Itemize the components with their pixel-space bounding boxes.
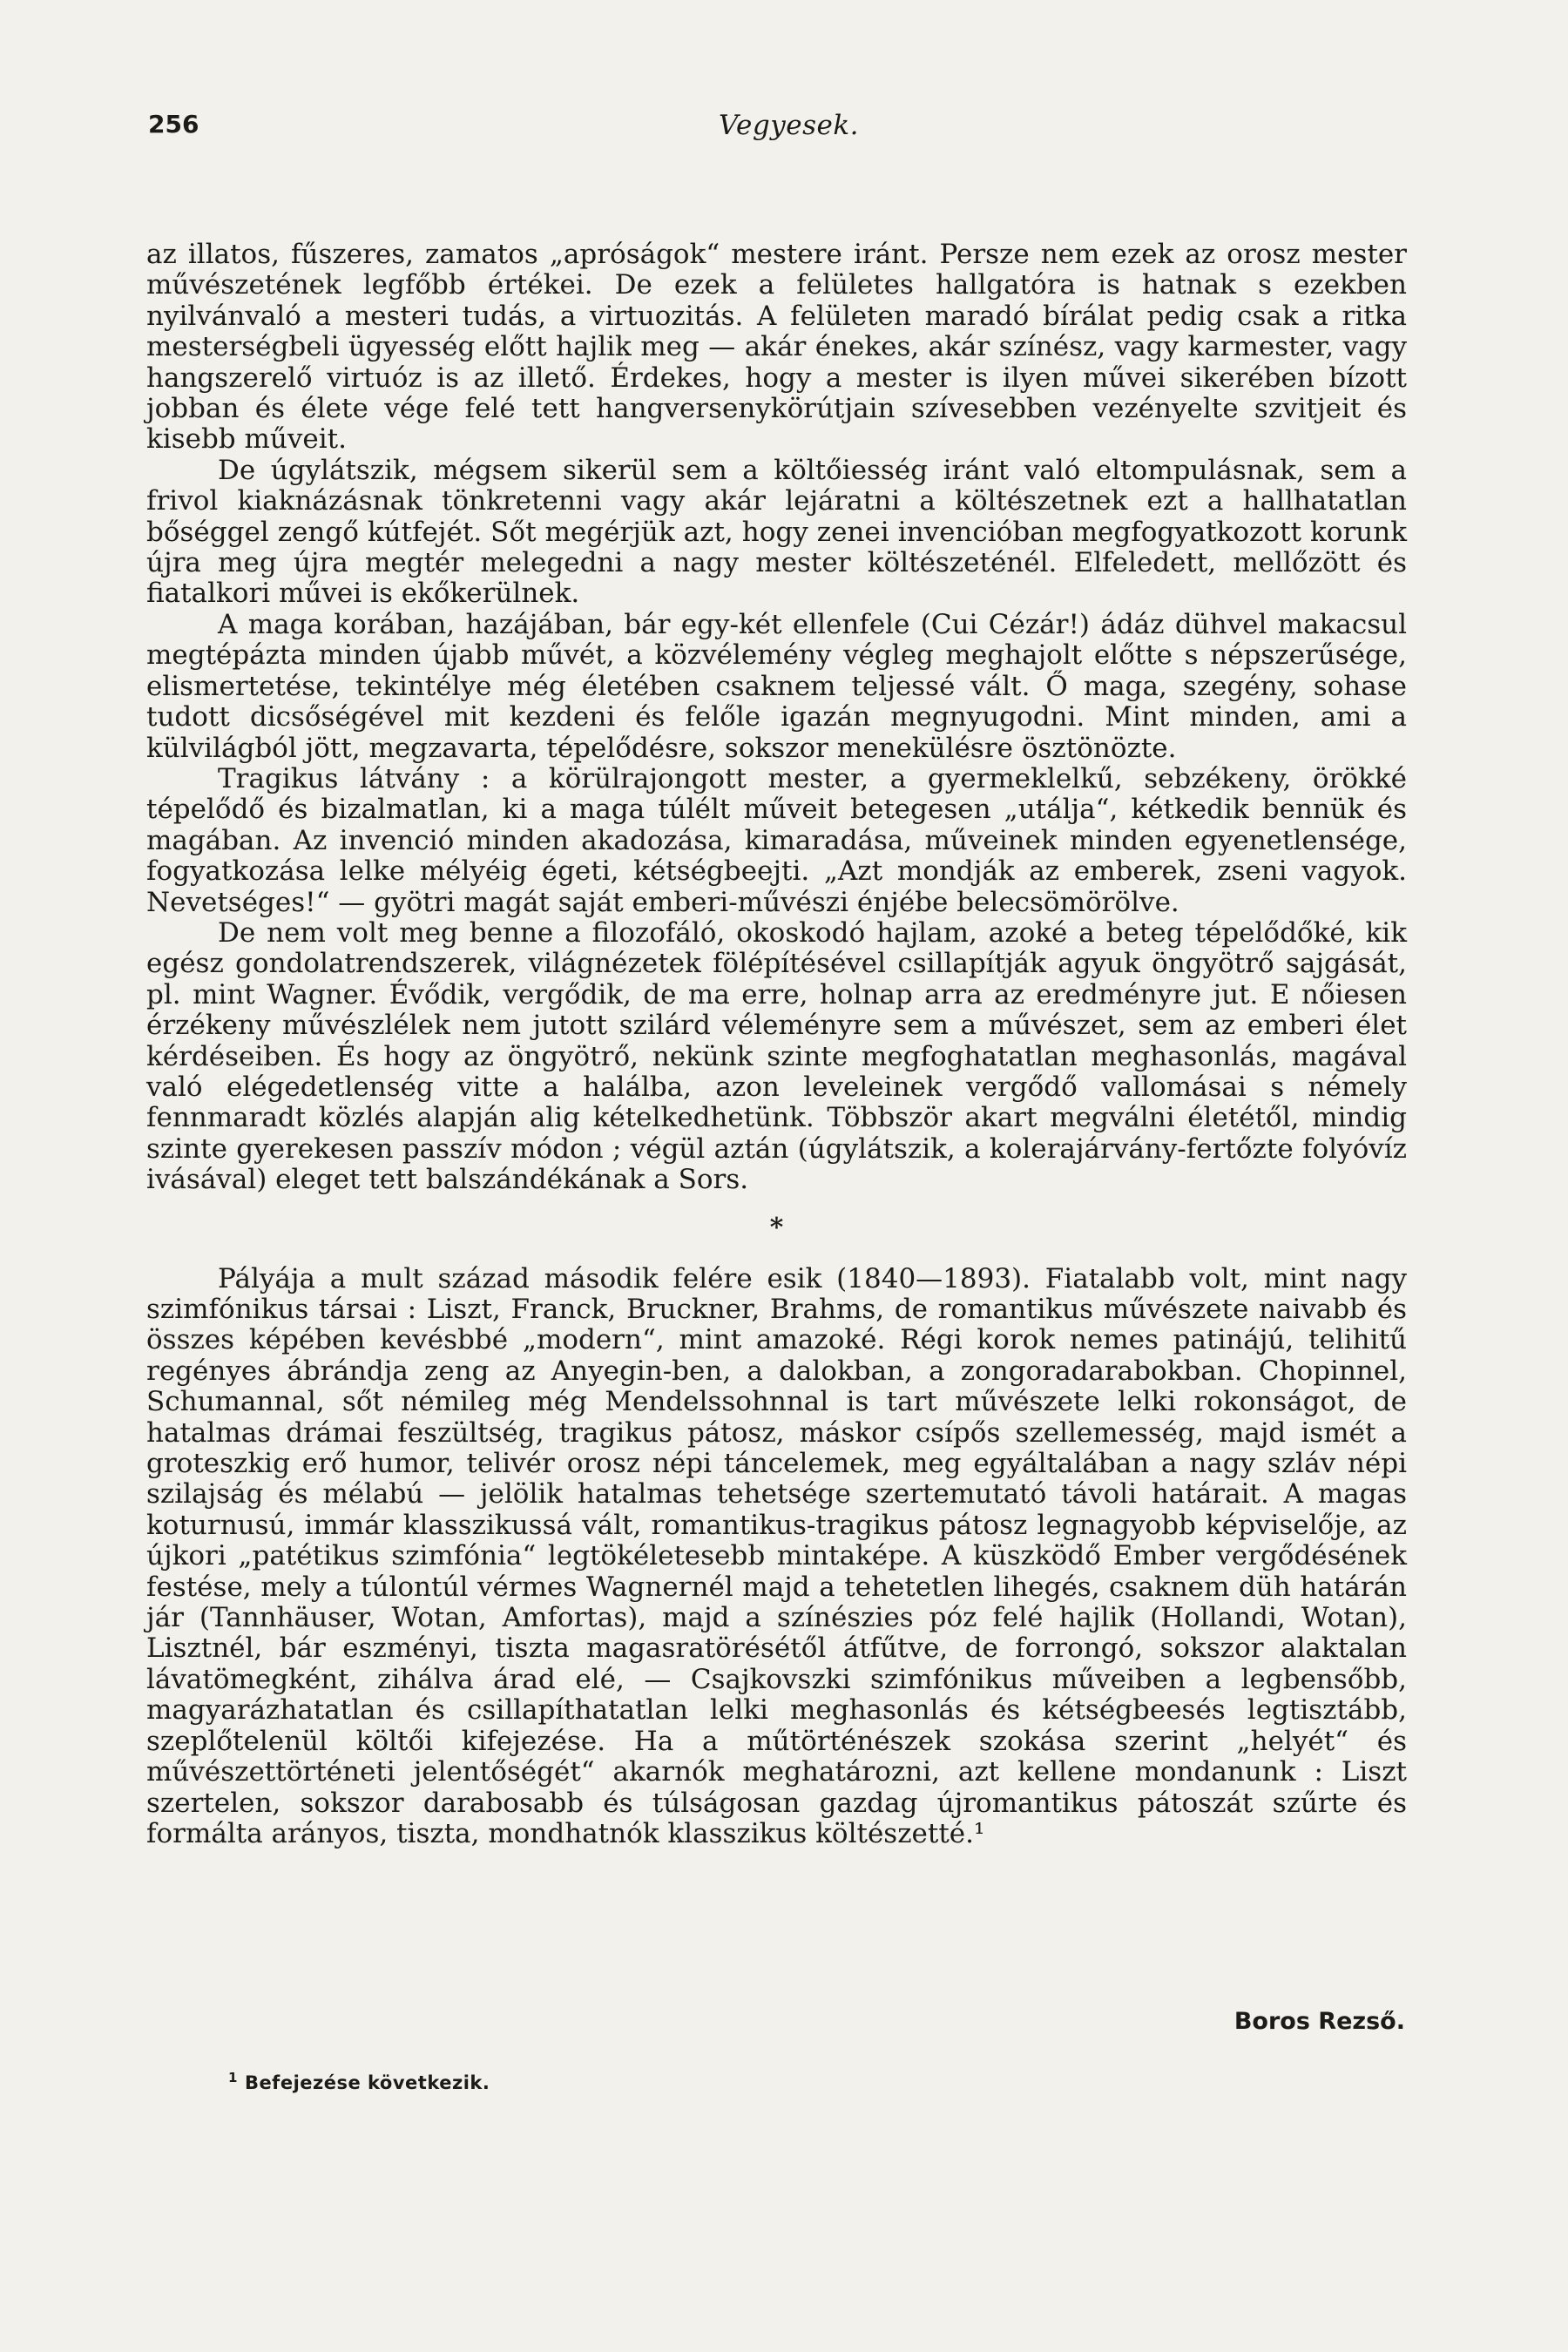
footnote-text: Befejezése következik. xyxy=(244,2072,490,2093)
page-number: 256 xyxy=(148,110,199,139)
footnote-marker: 1 xyxy=(228,2070,238,2085)
author-signature: Boros Rezső. xyxy=(1233,2008,1405,2035)
paragraph: De nem volt meg benne a filozofáló, okoskodó hajlam, azoké a beteg tépelődőké, kik egész gondolatrendszerek, világnézetek fölépítésével csillapítják agyuk öngyötrő sajgását, pl. mint Wagner. Évődik, vergődik, de ma erre, holnap arra az eredményre jut. E nőiesen érzékeny művészlélek nem jutott szilárd véleményre sem a művészet, sem az emberi élet kérdéseiben. És hogy az öngyötrő, nekünk szinte megfoghatatlan meghasonlás, magával való elégedetlenség vitte a halálba, azon leveleinek vergődő vallomásai s némely fennmaradt közlés alapján alig kételkedhetünk. Többször akart megválni életétől, mindig szinte gyerekesen passzív módon ; végül aztán (úgylátszik, a kolerajárvány-fertőzte folyóvíz ivásával) eleget tett balszándékának a Sors. xyxy=(146,916,1407,1196)
paragraph: Tragikus látvány : a körülrajongott mester, a gyermeklelkű, sebzékeny, örökké tépelődő és bizalmatlan, ki a maga túlélt műveit betegesen „utálja“, kétkedik bennük és magában. Az invenció minden akadozása, kimaradása, műveinek minden egyenetlensége, fogyatkozása lelke mélyéig égeti, kétségbeejti. „Azt mondják az emberek, zseni vagyok. Nevetséges!“ — gyötri magát saját emberi-művészi énjébe belecsömörölve. xyxy=(146,762,1407,918)
paragraph: De úgylátszik, mégsem sikerül sem a költőiesség iránt való eltompulásnak, sem a frivol kiaknázásnak tönkretenni vagy akár lejáratni a költészetnek ezt a hallhatatlan bőséggel zengő kútfejét. Sőt megérjük azt, hogy zenei invencióban megfogyatkozott korunk újra meg újra megtér melegedni a nagy mester költészeténél. Elfeledett, mellőzött és fiatalkori művei is ekőkerülnek. xyxy=(146,454,1407,610)
running-title: Vegyesek. xyxy=(719,110,859,141)
page-header xyxy=(148,110,1402,153)
paragraph: A maga korában, hazájában, bár egy-két ellenfele (Cui Cézár!) ádáz dühvel makacsul megtépázta minden újabb művét, a közvélemény végleg meghajolt előtte s népszerűsége, elismertetése, tekintélye még életében csaknem teljessé vált. Ő maga, szegény, sohase tudott dicsőségével mit kezdeni és felőle igazán megnyugodni. Mint minden, ami a külvilágból jött, megzavarta, tépelődésre, sokszor menekülésre ösztönözte. xyxy=(146,608,1407,764)
paragraph: Pályája a mult század második felére esik (1840—1893). Fiatalabb volt, mint nagy szimfónikus társai : Liszt, Franck, Bruckner, Brahms, de romantikus művészete naivabb és összes képében kevésbbé „modern“, mint amazoké. Régi korok nemes patinájú, telihitű regényes ábrándja zeng az Anyegin-ben, a dalokban, a zongoradarabokban. Chopinnel, Schumannal, sőt némileg még Mendelssohnnal is tart művészete lelki rokonságot, de hatalmas drámai feszültség, tragikus pátosz, máskor csípős szellemesség, majd ismét a groteszkig erő humor, telivér orosz népi táncelemek, meg egyáltalában a nagy szláv népi szilajság és mélabú — jelölik hatalmas tehetsége szertemutató távoli határait. A magas koturnusú, immár klasszikussá vált, romantikus-tragikus pátosz legnagyobb képviselője, az újkori „patétikus szimfónia“ legtökéletesebb mintaképe. A küszködő Ember vergődésének festése, mely a túlontúl vérmes Wagnernél majd a tehetetlen lihegés, csaknem düh határán jár (Tannhäuser, Wotan, Amfortas), majd a színészies póz felé hajlik (Hollandi, Wotan), Lisztnél, bár eszményi, tiszta magasratörésétől átfűtve, de forrongó, sokszor alaktalan lávatömegként, zihálva árad elé, — Csajkovszki szimfónikus műveiben a legbensőbb, magyarázhatatlan és csillapíthatatlan lelki meghasonlás és kétségbeesés legtisztább, szeplőtelenül költői kifejezése. Ha a műtörténészek szokása szerint „helyét“ és művészettörténeti jelentőségét“ akarnók meghatározni, azt kellene mondanunk : Liszt szertelen, sokszor darabosabb és túlságosan gazdag újromantikus pátoszát szűrte és formálta arányos, tiszta, mondhatnók klasszikus költészetté.¹ xyxy=(146,1262,1407,1849)
body-text xyxy=(146,240,1407,1849)
paragraph: az illatos, fűszeres, zamatos „apróságok“ mestere iránt. Persze nem ezek az orosz mester művészetének legfőbb értékei. De ezek a felületes hallgatóra is hatnak s ezekben nyilvánvaló a mesteri tudás, a virtuozitás. A felületen maradó bírálat pedig csak a ritka mesterségbeli ügyesség előtt hajlik meg — akár énekes, akár színész, vagy karmester, vagy hangszerelő virtuóz is az illető. Érdekes, hogy a mester is ilyen művei sikerében bízott jobban és élete vége felé tett hangversenykörútjain szívesebben vezényelte szvitjeit és kisebb műveit. xyxy=(146,239,1407,456)
section-separator: * xyxy=(769,1212,784,1243)
footnote xyxy=(228,2070,490,2093)
